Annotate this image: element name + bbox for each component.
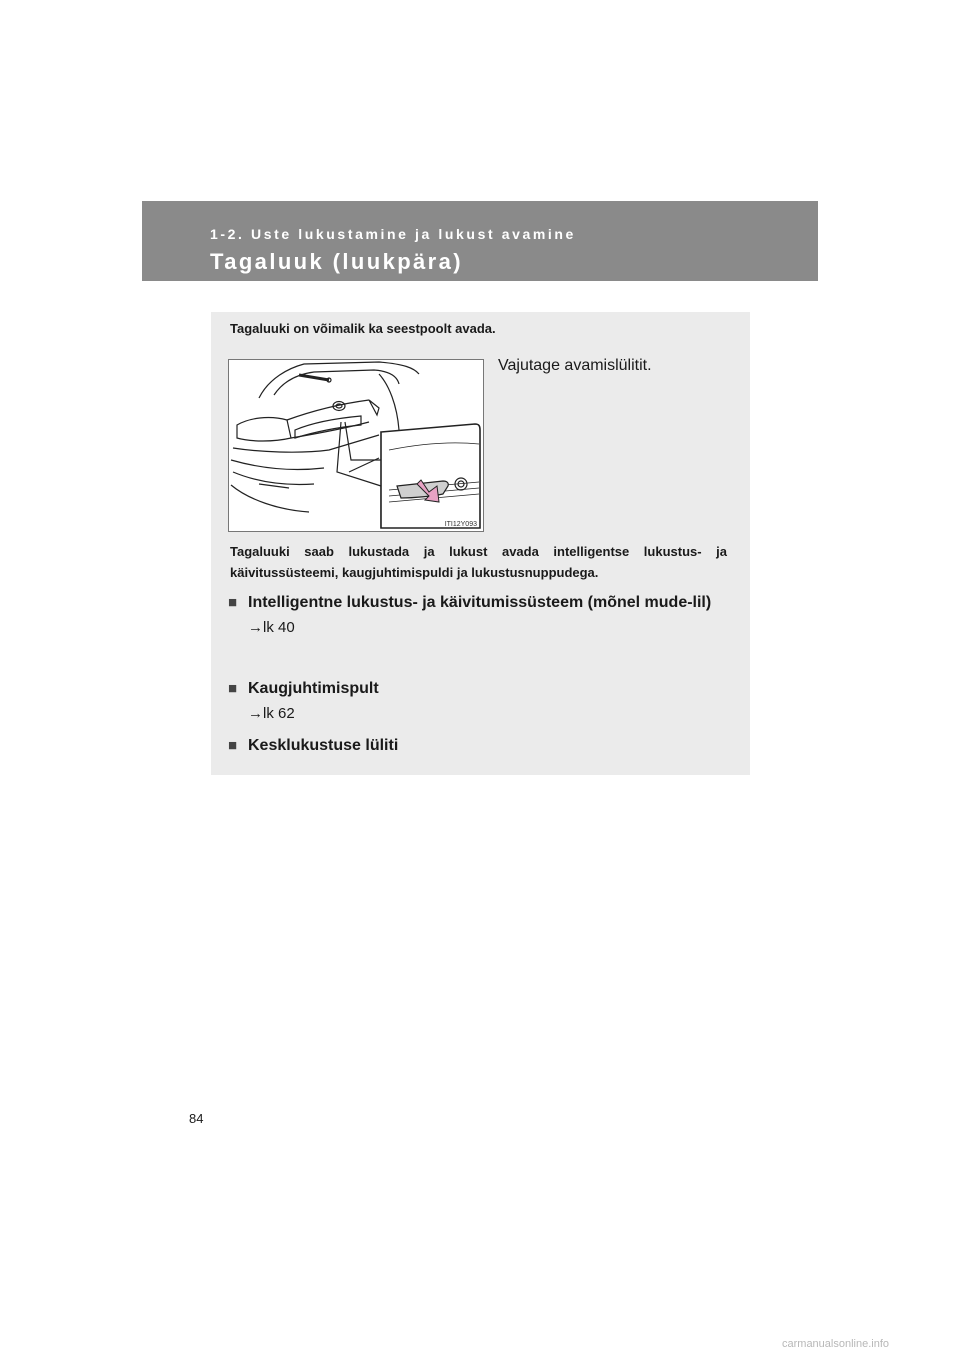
car-rear-drawing — [229, 360, 484, 532]
square-bullet-icon: ■ — [228, 594, 238, 611]
page-number: 84 — [189, 1111, 204, 1126]
page-title: Tagaluuk (luukpära) — [210, 249, 463, 274]
intro-text: Tagaluuki on võimalik ka seestpoolt avada. — [230, 321, 496, 336]
item-title — [228, 735, 728, 756]
item-remote-control — [228, 678, 728, 722]
instruction-text: Vajutage avamislülitit. — [498, 357, 652, 374]
square-bullet-icon: ■ — [228, 680, 238, 697]
figure-code: ITI12Y093 — [444, 521, 477, 528]
section-label: 1-2. Uste lukustamine ja lukust avamine — [210, 226, 576, 242]
item-title — [228, 592, 728, 613]
tailgate-illustration — [228, 359, 484, 532]
section-header — [142, 201, 818, 281]
item-central-lock-switch — [228, 735, 728, 756]
item-title — [228, 678, 728, 699]
body-paragraph: Tagaluuki saab lukustada ja lukust avada intelligentse lukustus- ja käivitussüsteemi, kaugjuhtimispuldi ja lukustusnuppudega. — [230, 544, 727, 580]
item-intelligent-system — [228, 592, 728, 636]
item-title-text: Kesklukustuse lüliti — [248, 737, 399, 754]
watermark: carmanualsonline.info — [782, 1338, 890, 1350]
item-title-text: Intelligentne lukustus- ja käivitumissüsteem (mõnel mude-lil) — [248, 594, 712, 611]
page-reference: →lk 40 — [248, 619, 295, 636]
page-reference: →lk 62 — [248, 705, 295, 722]
square-bullet-icon: ■ — [228, 737, 238, 754]
content-panel — [211, 312, 750, 775]
item-title-text: Kaugjuhtimispult — [248, 680, 379, 697]
